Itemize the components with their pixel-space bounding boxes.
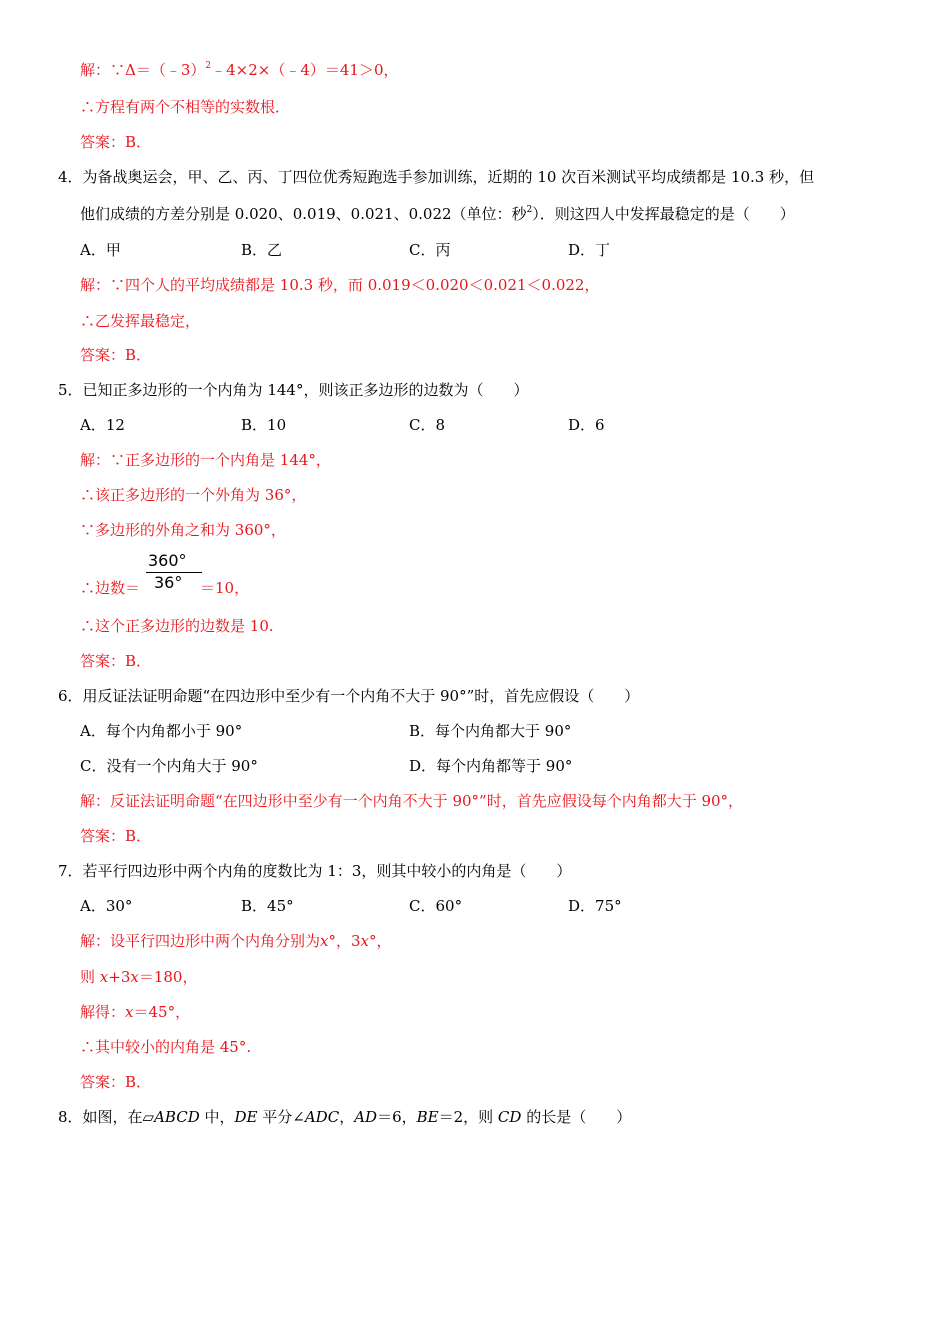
variable: x	[130, 968, 139, 986]
option-c: C．60°	[409, 897, 463, 915]
option-d: D．6	[568, 416, 605, 434]
answer-line: 答案：B．	[80, 827, 152, 845]
option-c: C．8	[409, 416, 446, 434]
solution-line	[80, 967, 197, 987]
variable: ADC	[304, 1108, 340, 1126]
answer-line: 答案：B．	[80, 1073, 152, 1091]
solution-line: ∴边数＝	[80, 579, 141, 597]
fraction	[146, 551, 204, 593]
solution-line: ∴其中较小的内角是 45°.	[80, 1038, 252, 1056]
question-text: 他们成绩的方差分别是 0.020、0.019、0.021、0.022（单位：秒	[80, 205, 527, 223]
option-d: D．丁	[568, 241, 611, 259]
question-text: ＝2，则	[438, 1108, 498, 1126]
solution-line: 解：反证法证明命题“在四边形中至少有一个内角不大于 90°”时，首先应假设每个内角都大于 90°，	[80, 792, 744, 810]
solution-text: ＝180，	[138, 968, 198, 986]
solution-line: ＝10，	[200, 579, 250, 597]
option-a: A．30°	[80, 897, 133, 915]
answer-line: 答案：B．	[80, 346, 152, 364]
question-4-stem-cont	[80, 204, 795, 224]
solution-line: ∴这个正多边形的边数是 10.	[80, 617, 274, 635]
parallelogram-symbol: ▱	[142, 1108, 155, 1126]
variable: AD	[354, 1108, 378, 1126]
option-a: A．12	[80, 416, 125, 434]
solution-text: ﹣4×2×（﹣4）＝41＞0，	[211, 61, 399, 79]
variable: x	[125, 1003, 134, 1021]
solution-text: 解：∵Δ＝（﹣3）	[80, 61, 206, 79]
question-text: 平分∠	[257, 1108, 305, 1126]
question-5-stem: 5．已知正多边形的一个内角为 144°，则该正多边形的边数为（ ）	[58, 381, 529, 399]
solution-text: ＝45°，	[133, 1003, 191, 1021]
variable: x	[99, 968, 109, 986]
option-d: D．75°	[568, 897, 622, 915]
question-text: ）．则这四人中发挥最稳定的是（ ）	[532, 205, 795, 223]
variable: ABCD	[154, 1108, 200, 1126]
solution-line: 解：∵正多边形的一个内角是 144°，	[80, 451, 331, 469]
solution-line	[80, 931, 392, 951]
solution-line: ∵多边形的外角之和为 360°，	[80, 521, 286, 539]
question-text: ，	[339, 1108, 355, 1126]
fraction-denominator: 36°	[154, 573, 183, 592]
option-b: B．每个内角都大于 90°	[409, 722, 572, 740]
solution-line	[80, 60, 399, 80]
option-a: A．每个内角都小于 90°	[80, 722, 243, 740]
solution-line	[80, 1002, 190, 1022]
solution-text: 则	[80, 968, 100, 986]
variable: x	[320, 932, 329, 950]
question-text: 的长是（ ）	[521, 1108, 632, 1126]
solution-text: °，	[369, 932, 392, 950]
question-8-stem	[58, 1107, 631, 1127]
answer-line: 答案：B．	[80, 652, 152, 670]
solution-text: °，3	[328, 932, 361, 950]
question-text: 8．如图，在	[58, 1108, 143, 1126]
question-text: 中，	[199, 1108, 235, 1126]
solution-line: 解：∵四个人的平均成绩都是 10.3 秒，而 0.019＜0.020＜0.021＜0.022，	[80, 276, 600, 294]
question-6-stem: 6．用反证法证明命题“在四边形中至少有一个内角不大于 90°”时，首先应假设（ ）	[58, 687, 640, 705]
question-4-stem: 4．为备战奥运会，甲、乙、丙、丁四位优秀短跑选手参加训练，近期的 10 次百米测试平均成绩都是 10.3 秒，但	[58, 168, 815, 186]
solution-line: ∴乙发挥最稳定，	[80, 312, 201, 330]
solution-text: 解：设平行四边形中两个内角分别为	[80, 932, 321, 950]
variable: x	[360, 932, 369, 950]
option-c: C．丙	[409, 241, 451, 259]
answer-line: 答案：B．	[80, 133, 152, 151]
question-7-stem: 7．若平行四边形中两个内角的度数比为 1：3，则其中较小的内角是（ ）	[58, 862, 572, 880]
variable: DE	[234, 1108, 258, 1126]
option-c: C．没有一个内角大于 90°	[80, 757, 258, 775]
variable: CD	[497, 1108, 522, 1126]
option-b: B．10	[241, 416, 287, 434]
solution-line: ∴该正多边形的一个外角为 36°，	[80, 486, 307, 504]
superscript: 2	[205, 61, 212, 71]
variable: BE	[416, 1108, 439, 1126]
option-b: B．45°	[241, 897, 294, 915]
solution-text: +3	[108, 968, 131, 986]
solution-text: 解得：	[80, 1003, 126, 1021]
option-d: D．每个内角都等于 90°	[409, 757, 573, 775]
option-b: B．乙	[241, 241, 283, 259]
fraction-numerator: 360°	[148, 551, 187, 570]
superscript: 2	[526, 205, 533, 215]
question-text: ＝6，	[377, 1108, 417, 1126]
option-a: A．甲	[80, 241, 121, 259]
solution-line: ∴方程有两个不相等的实数根．	[80, 98, 291, 116]
